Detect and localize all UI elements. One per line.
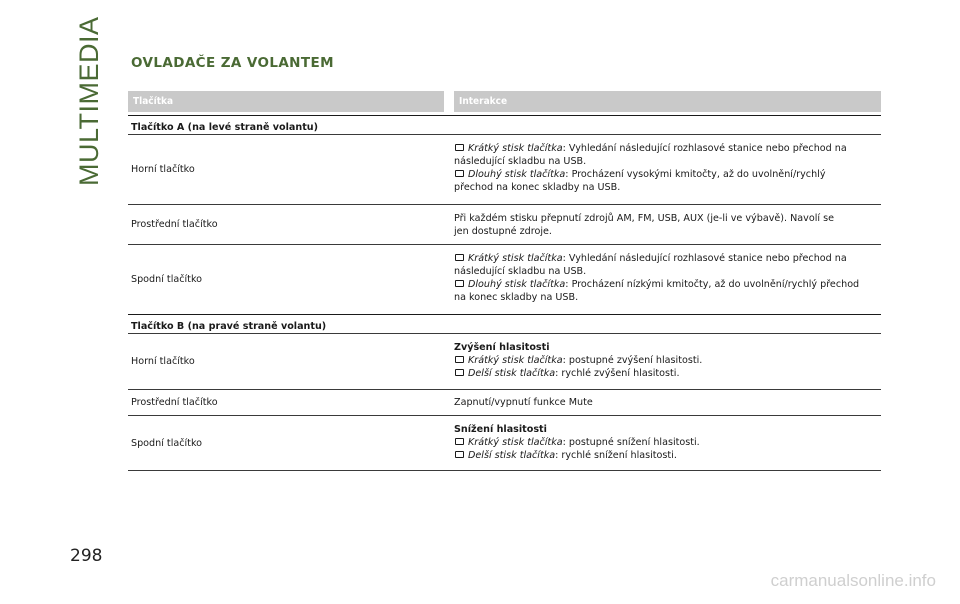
header-buttons: Tlačítka: [128, 91, 444, 112]
table-row: [128, 389, 881, 415]
group-a-title: Tlačítko A (na levé straně volantu): [128, 115, 881, 134]
button-icon: [455, 170, 464, 177]
controls-table: [128, 91, 881, 471]
table-header: [128, 91, 881, 112]
page-number: 298: [70, 546, 103, 566]
watermark: carmanualsonline.info: [770, 571, 936, 590]
side-section-label: MULTIMEDIA: [74, 16, 104, 186]
button-name: Horní tlačítko: [131, 356, 195, 367]
interaction-text: Krátký stisk tlačítka: Vyhledání následující rozhlasové stanice nebo přechod na následující skladbu na USB. Dlouhý stisk tlačítka: Procházení nízkými kmitočty, až do uvolnění/rychlý přechod na konec skladby na USB.: [454, 253, 860, 303]
button-name: Prostřední tlačítko: [131, 397, 218, 408]
button-name: Spodní tlačítko: [131, 274, 203, 285]
group-b-title: Tlačítko B (na pravé straně volantu): [128, 314, 881, 333]
interaction-text: Zvýšení hlasitosti Krátký stisk tlačítka: postupné zvýšení hlasitosti. Delší stisk tlačítka: rychlé zvýšení hlasitosti.: [454, 342, 703, 379]
table-row: [128, 415, 881, 471]
button-icon: [455, 438, 464, 445]
button-icon: [455, 254, 464, 261]
button-icon: [455, 356, 464, 363]
section-title: OVLADAČE ZA VOLANTEM: [131, 55, 334, 71]
button-icon: [455, 144, 464, 151]
table-row: [128, 204, 881, 244]
button-name: Spodní tlačítko: [131, 437, 203, 449]
interaction-text: Zapnutí/vypnutí funkce Mute: [454, 397, 593, 408]
button-icon: [455, 451, 464, 458]
interaction-text: Při každém stisku přepnutí zdrojů AM, FM, USB, AUX (je-li ve výbavě). Navolí se jen dostupné zdroje.: [454, 213, 835, 237]
button-name: Prostřední tlačítko: [131, 219, 218, 230]
interaction-text: Snížení hlasitosti Krátký stisk tlačítka: postupné snížení hlasitosti. Delší stisk tlačítka: rychlé snížení hlasitosti.: [454, 424, 700, 461]
table-row: [128, 333, 881, 389]
button-icon: [455, 369, 464, 376]
table-row: [128, 244, 881, 314]
header-interaction: Interakce: [454, 91, 881, 112]
table-row: [128, 134, 881, 204]
button-name: Horní tlačítko: [131, 164, 195, 175]
interaction-text: Krátký stisk tlačítka: Vyhledání následující rozhlasové stanice nebo přechod na následující skladbu na USB. Dlouhý stisk tlačítka: Procházení vysokými kmitočty, až do uvolnění/rychlý přechod na konec skladby na USB.: [454, 143, 847, 193]
button-icon: [455, 280, 464, 287]
